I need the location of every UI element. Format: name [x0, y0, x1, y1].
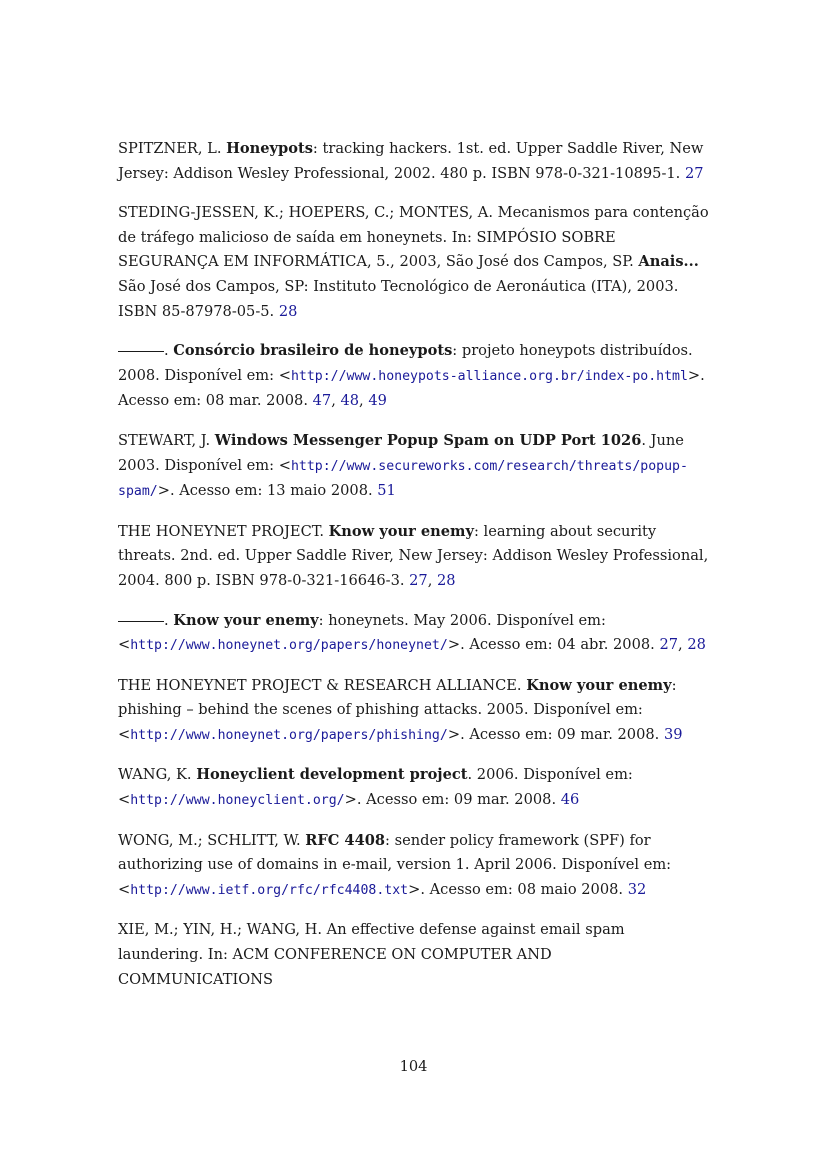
reference-entry [118, 918, 710, 992]
reference-url-link[interactable]: http://www.honeypots-alliance.org.br/index-po.html [290, 368, 688, 384]
back-reference-page-link[interactable]: 47 [312, 392, 332, 410]
back-reference-page-link[interactable]: 32 [627, 880, 647, 898]
reference-title: Know your enemy [173, 611, 319, 629]
reference-access-date: . Acesso em: 04 abr. 2008. [460, 636, 660, 654]
reference-authors: WONG, M.; SCHLITT, W. [118, 831, 306, 849]
reference-details: : projeto honeypots distribuídos. 2008. Disponível em: [118, 342, 693, 384]
reference-entry: THE HONEYNET PROJECT. Know your enemy: learning about security threats. 2nd. ed. Upper Saddle River, New Jersey: Addison Wesley Professional, 2004. 800 p. ISBN 978-0-321-16646-3. 27, 28 [118, 522, 709, 589]
reference-url-link[interactable]: http://www.ietf.org/rfc/rfc4408.txt [130, 882, 409, 898]
reference-details: : phishing – behind the scenes of phishing attacks. 2005. Disponível em: [118, 676, 677, 719]
reference-authors: . [164, 342, 174, 360]
reference-title: Anais... [638, 253, 699, 271]
reference-entry [118, 137, 710, 186]
reference-authors: STEWART, J. [118, 431, 215, 449]
reference-access-date: . Acesso em: 09 mar. 2008. [460, 725, 664, 743]
back-reference-page-link[interactable]: 48 [340, 392, 360, 410]
back-reference-page-link[interactable]: 27 [409, 571, 428, 589]
reference-access-date: . Acesso em: 13 maio 2008. [169, 482, 378, 500]
reference-title: Know your enemy [328, 522, 474, 540]
reference-authors: XIE, M.; YIN, H.; WANG, H. An effective defense against email spam laundering. In: ACM CONFERENCE ON COMPUTER AND COMMUNICATIONS [118, 921, 625, 988]
reference-entry: . Know your enemy: honeynets. May 2006. Disponível em: <http://www.honeynet.org/papers/honeynet/>. Acesso em: 04 abr. 2008. 27, 28 [118, 611, 706, 654]
reference-title: Honeypots [226, 140, 313, 157]
reference-url-link[interactable]: http://www.honeyclient.org/ [130, 793, 345, 809]
back-reference-page-link[interactable]: 39 [663, 725, 683, 743]
reference-access-date: . Acesso em: 08 mar. 2008. [118, 366, 705, 410]
same-author-dash [118, 351, 164, 352]
back-reference-page-link[interactable]: 27 [659, 636, 679, 654]
reference-entry: THE HONEYNET PROJECT & RESEARCH ALLIANCE. Know your enemy: phishing – behind the scenes of phishing attacks. 2005. Disponível em: <http://www.honeynet.org/papers/phishing/>. Acesso em: 09 mar. 2008. 39 [118, 676, 683, 743]
reference-url-link[interactable]: http://www.secureworks.com/research/threats/popup-spam/ [118, 458, 688, 500]
reference-details: : honeynets. May 2006. Disponível em: [318, 611, 606, 629]
reference-authors: SPITZNER, L. [118, 140, 227, 157]
reference-access-date: . Acesso em: 09 mar. 2008. [356, 791, 561, 809]
reference-details: . 2006. Disponível em: [467, 766, 633, 784]
same-author-dash [118, 621, 164, 622]
reference-url-link[interactable]: http://www.honeynet.org/papers/phishing/ [130, 727, 448, 743]
reference-title: Consórcio brasileiro de honeypots [173, 342, 453, 360]
reference-title: RFC 4408 [305, 831, 386, 849]
reference-details: São José dos Campos, SP: Instituto Tecnológico de Aeronáutica (ITA), 2003. ISBN 85-87978-05-5. [118, 277, 679, 320]
reference-entry: WANG, K. Honeyclient development project. 2006. Disponível em: <http://www.honeyclient.org/>. Acesso em: 09 mar. 2008. 46 [118, 766, 633, 809]
reference-details: : tracking hackers. 1st. ed. Upper Saddle River, New Jersey: Addison Wesley Professional, 2002. 480 p. ISBN 978-0-321-10895-1. [118, 140, 704, 182]
back-reference-page-link[interactable]: 46 [560, 791, 580, 809]
back-reference-page-link[interactable]: 28 [687, 636, 706, 654]
reference-title: Windows Messenger Popup Spam on UDP Port 1026 [214, 431, 642, 449]
reference-details: : learning about security threats. 2nd. ed. Upper Saddle River, New Jersey: Addison Wesley Professional, 2004. 800 p. ISBN 978-0-321-16646-3. [118, 522, 709, 589]
reference-authors: WANG, K. [118, 766, 197, 784]
references-list [118, 137, 710, 1007]
reference-details: : sender policy framework (SPF) for authorizing use of domains in e-mail, version 1. April 2006. Disponível em: [118, 831, 672, 874]
reference-authors: THE HONEYNET PROJECT. [118, 522, 329, 540]
reference-entry: STEWART, J. Windows Messenger Popup Spam on UDP Port 1026. June 2003. Disponível em: <http://www.secureworks.com/research/threats/popup-spam/>. Acesso em: 13 maio 2008. 51 [118, 431, 688, 500]
reference-entry [118, 201, 710, 324]
reference-authors: . [164, 611, 174, 629]
back-reference-page-link[interactable]: 49 [368, 392, 387, 410]
reference-url-link[interactable]: http://www.honeynet.org/papers/honeynet/ [130, 638, 448, 654]
reference-title: Honeyclient development project [196, 766, 468, 784]
back-reference-page-link[interactable]: 27 [684, 164, 704, 182]
reference-entry: WONG, M.; SCHLITT, W. RFC 4408: sender policy framework (SPF) for authorizing use of domains in e-mail, version 1. April 2006. Disponível em: <http://www.ietf.org/rfc/rfc4408.txt>. Acesso em: 08 maio 2008. 32 [118, 831, 672, 898]
reference-details: . June 2003. Disponível em: [118, 431, 684, 474]
page-number: 104 [399, 1058, 428, 1075]
reference-authors: STEDING-JESSEN, K.; HOEPERS, C.; MONTES, A. Mecanismos para contenção de tráfego malicioso de saída em honeynets. In: SIMPÓSIO SOBRE SEGURANÇA EM INFORMÁTICA, 5., 2003, São José dos Campos, SP. [118, 204, 709, 271]
reference-title: Know your enemy [526, 676, 672, 694]
reference-authors: THE HONEYNET PROJECT & RESEARCH ALLIANCE. [118, 676, 527, 694]
back-reference-page-link[interactable]: 51 [377, 482, 396, 500]
back-reference-page-link[interactable]: 28 [278, 302, 298, 320]
back-reference-page-link[interactable]: 28 [437, 571, 456, 589]
reference-entry: . Consórcio brasileiro de honeypots: projeto honeypots distribuídos. 2008. Disponível em: <http://www.honeypots-alliance.org.br/index-po.html>. Acesso em: 08 mar. 2008. 47, 48, 49 [118, 342, 705, 410]
reference-access-date: . Acesso em: 08 maio 2008. [420, 880, 628, 898]
